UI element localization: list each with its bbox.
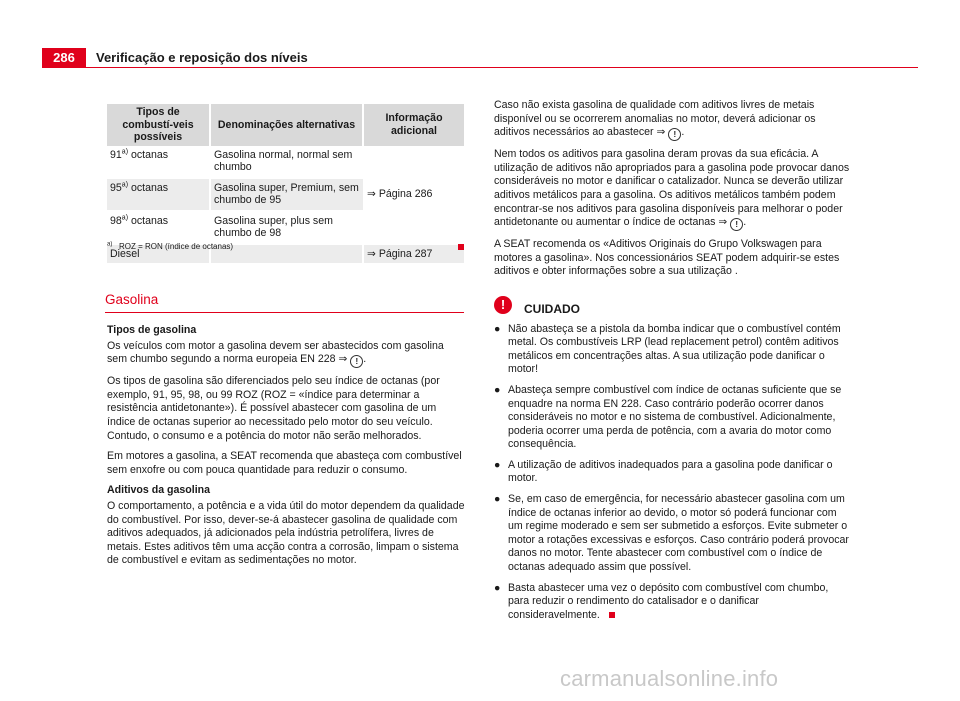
paragraph: O comportamento, a potência e a vida útil do motor dependem da qualidade do combustível. Por isso, dever-se-á abastecer gasolina de qualidade com aditivos adequados, já adicionados pela indústria petrolífera, livres de metais. Estes aditivos têm uma acção contra a corrosão, limpam o sistema de combustível e evitam as sedimentações no motor. bbox=[107, 499, 465, 567]
warning-ref-icon[interactable]: ! bbox=[668, 128, 681, 141]
table-row: Diesel ⇒ Página 287 bbox=[107, 244, 464, 265]
paragraph: Os tipos de gasolina são diferenciados pelo seu índice de octanas (por exemplo, 91, 95, 98, ou 99 ROZ (ROZ = «índice para determinar a resistência antidetonante»). É possível abastecer com gasolina de um índice de octanas superior ao necessitado pelo motor do seu veículo. Contudo, o consumo e a potência do motor não serão melhorados. bbox=[107, 375, 440, 442]
paragraph: Nem todos os aditivos para gasolina deram provas da sua eficácia. A utilização de aditivos não apropriados para a gasolina pode provocar danos consideráveis no motor e danificar o catalizador. Nunca se deverão utilizar aditivos metálicos para a gasolina. Os aditivos metálicos também podem encontrar-se nos aditivos para gasolina disponíveis para melhorar o poder antidetonante ou aumentar o índice de octanas ⇒ ! . bbox=[494, 148, 850, 230]
section-rule bbox=[105, 312, 464, 313]
warning-ref-icon[interactable]: ! bbox=[730, 218, 743, 231]
running-title: Verificação e reposição dos níveis bbox=[96, 50, 308, 65]
table-header: Denominações alternativas bbox=[210, 104, 363, 146]
table-header: Informação adicional bbox=[363, 104, 464, 146]
paragraph: Os veículos com motor a gasolina devem ser abastecidos com gasolina sem chumbo segundo a norma europeia EN 228 ⇒ ! . bbox=[107, 339, 444, 367]
list-item: ● Não abasteça se a pistola da bomba indicar que o combustível contém metal. Os combustíveis LRP (lead replacement petrol) contêm aditivos metálicos em concentrações altas. A sua utilização pode danificar o motor! bbox=[494, 322, 841, 376]
caution-icon: ! bbox=[494, 296, 512, 314]
subheading: Aditivos da gasolina bbox=[107, 484, 211, 497]
list-item: ● Basta abastecer uma vez o depósito com combustível com chumbo, para reduzir o rendimento do catalisador e o danificar consideravelmente. bbox=[494, 581, 829, 621]
end-marker-icon bbox=[458, 244, 464, 250]
watermark: carmanualsonline.info bbox=[560, 666, 779, 691]
right-column bbox=[494, 99, 850, 629]
subheading: Tipos de gasolina bbox=[107, 324, 197, 336]
table-row: 95$^{a)}$ octanas Gasolina super, Premium, sem chumbo de 95 bbox=[107, 178, 464, 211]
list-item: ● Abasteça sempre combustível com índice de octanas suficiente que se enquadre na norma EN 228. Caso contrário poderão ocorrer danos consideráveis no motor e no sistema de combustível. Adicionalmente, poderia ocorrer uma perda de potência, com a avaria do motor como consequência. bbox=[494, 383, 842, 451]
page-number: 286 bbox=[42, 48, 86, 68]
section-title: Gasolina bbox=[105, 292, 159, 307]
left-column bbox=[107, 324, 465, 575]
end-marker-icon bbox=[609, 612, 615, 618]
list-item: ● Se, em caso de emergência, for necessário abastecer gasolina com um índice de octanas inferior ao devido, o motor só poderá funcionar com um regime moderado e sem ser submetido a esforços. Evite submeter o motor a rotações excessivas e esforços. Caso contrário poderá provocar danos no motor. Tente abastecer com combustível com o índice de octanas adequado assim que possível. bbox=[494, 493, 849, 574]
paragraph: A SEAT recomenda os «Aditivos Originais do Grupo Volkswagen para motores a gasolina». Nos concessionários SEAT podem adquirir-se estes aditivos e obter informações sobre a sua utilização . bbox=[494, 238, 840, 278]
table-row: 91$^{a)}$ octanas Gasolina normal, normal sem chumbo ⇒ Página 286 bbox=[107, 146, 464, 178]
caution-header bbox=[494, 293, 850, 317]
paragraph: Em motores a gasolina, a SEAT recomenda que abasteça com combustível sem enxofre ou com pouca quantidade para reduzir o consumo. bbox=[107, 450, 462, 476]
warning-ref-icon[interactable]: ! bbox=[350, 355, 363, 368]
caution-title: CUIDADO bbox=[524, 301, 580, 316]
table-row: 98$^{a)}$ octanas Gasolina super, plus sem chumbo de 98 bbox=[107, 211, 464, 244]
table-header: Tipos de combustí-veis possíveis bbox=[107, 104, 210, 146]
fuel-table bbox=[107, 104, 464, 265]
header-rule bbox=[42, 67, 918, 68]
list-item: ● A utilização de aditivos inadequados para a gasolina pode danificar o motor. bbox=[494, 458, 833, 485]
paragraph: Caso não exista gasolina de qualidade com aditivos livres de metais disponível ou se ocorrerem anomalias no motor, deverá adicionar os aditivos necessários ao abastecer ⇒ ! . bbox=[494, 99, 816, 140]
table-footnote: $^{a)}$ ROZ = RON (índice de octanas) bbox=[107, 241, 234, 251]
